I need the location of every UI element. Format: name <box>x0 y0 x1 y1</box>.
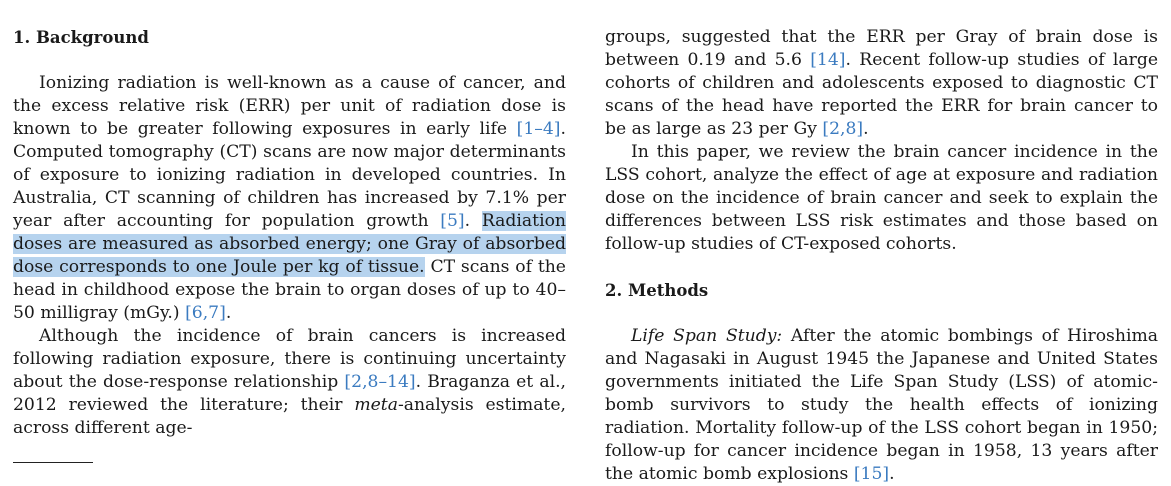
citation-link[interactable]: [1–4] <box>516 119 561 139</box>
citation-link[interactable]: [6,7] <box>185 303 226 323</box>
citation-link[interactable]: [15] <box>853 464 890 484</box>
paragraph-background-1: Ionizing radiation is well-known as a cause of cancer, and the excess relative risk (ERR) per unit of radiation dose is known to be greater following exposures in early life [1–4]. Computed tomography (CT) scans are now major determinants of exposure to ionizing radiation in developed countries. In Australia, CT scanning of children has increased by 7.1% per year after accounting for population growth [5]. Radiation doses are measured as absorbed energy; one Gray of absorbed dose corresponds to one Joule per kg of tissue. CT scans of the head in childhood expose the brain to organ doses of up to 40–50 milligray (mGy.) [6,7]. <box>13 73 566 323</box>
citation-link[interactable]: [2,8–14] <box>344 372 416 392</box>
citation-link[interactable]: [14] <box>810 50 846 70</box>
section-heading-methods: 2. Methods <box>605 281 709 300</box>
citation-link[interactable]: [5] <box>440 211 465 231</box>
highlighted-text[interactable]: Radiation doses are measured as absorbed energy; one Gray of absorbed dose corresponds to one Joule per kg of tissue. <box>13 211 566 277</box>
section-heading-background: 1. Background <box>13 28 149 47</box>
left-column <box>13 26 566 440</box>
right-column <box>605 26 1158 486</box>
paragraph-methods-1: Life Span Study: After the atomic bombings of Hiroshima and Nagasaki in August 1945 the Japanese and United States governments initiated the Life Span Study (LSS) of atomic-bomb survivors to study the health effects of ionizing radiation. Mortality follow-up of the LSS cohort began in 1950; follow-up for cancer incidence began in 1958, 13 years after the atomic bomb explosions [15]. <box>605 326 1158 484</box>
citation-link[interactable]: [2,8] <box>822 119 864 139</box>
paragraph-background-2-continued: groups, suggested that the ERR per Gray of brain dose is between 0.19 and 5.6 [14]. Recent follow-up studies of large cohorts of children and adolescents exposed to diagnostic CT scans of the head have reported the ERR for brain cancer to be as large as 23 per Gy [2,8]. <box>605 27 1158 139</box>
paragraph-background-2: Although the incidence of brain cancers is increased following radiation exposure, there is continuing uncertainty about the dose-response relationship [2,8–14]. Braganza et al., 2012 reviewed the literature; their meta-analysis estimate, across different age- <box>13 326 567 438</box>
paragraph-background-3: In this paper, we review the brain cancer incidence in the LSS cohort, analyze the effect of age at exposure and radiation dose on the incidence of brain cancer and seek to explain the differences between LSS risk estimates and those based on follow-up studies of CT-exposed cohorts. <box>605 142 1158 254</box>
footnote-rule <box>13 462 93 463</box>
